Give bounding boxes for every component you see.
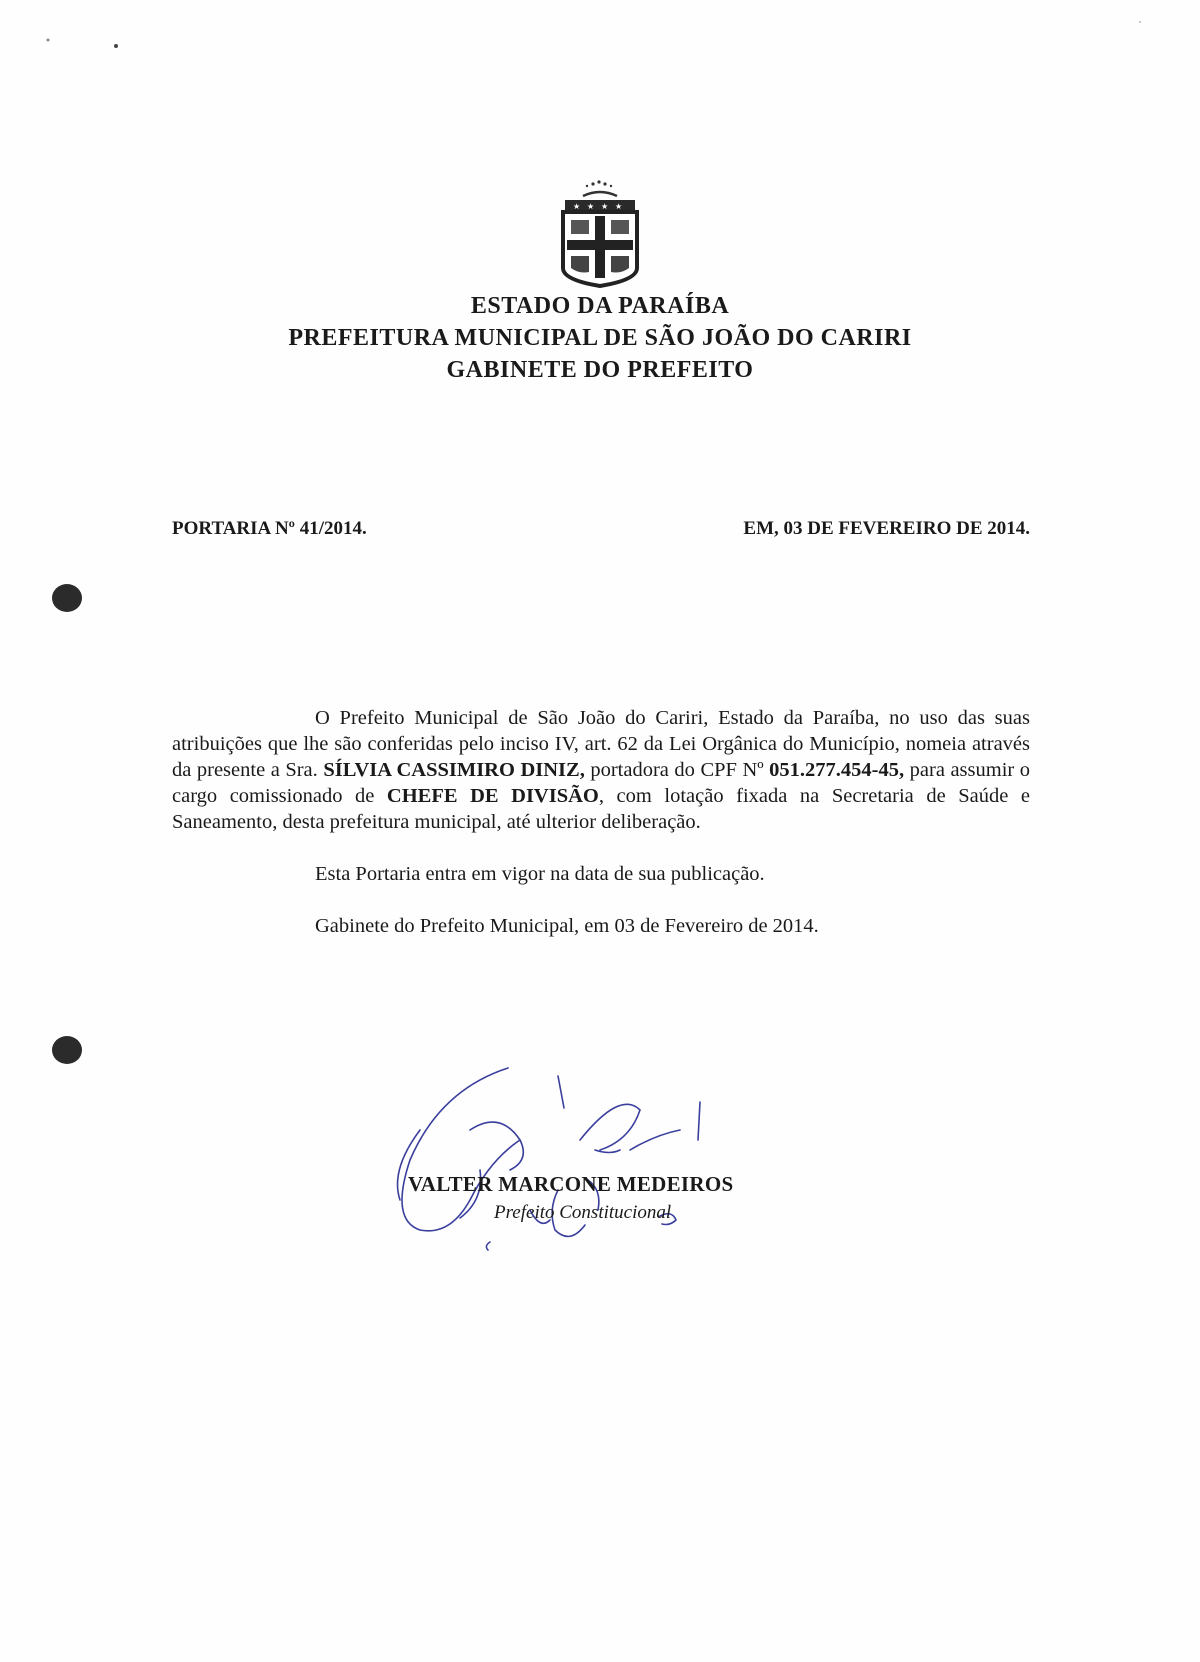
punch-hole xyxy=(52,1036,82,1064)
svg-text:★: ★ xyxy=(615,202,623,211)
text-run: , com lotação fixada na Secretaria de Saúde e Saneamento, desta prefeitura municipal, até ulterior deliberação. xyxy=(172,785,1030,833)
appointee-name: SÍLVIA CASSIMIRO DINIZ, xyxy=(323,759,585,781)
municipality-name: PREFEITURA MUNICIPAL DE SÃO JOÃO DO CARIRI xyxy=(288,325,912,351)
state-name: ESTADO DA PARAÍBA xyxy=(470,293,730,319)
municipal-crest-icon xyxy=(555,178,645,290)
signer-title: Prefeito Constitucional xyxy=(494,1202,672,1223)
svg-text:★: ★ xyxy=(573,202,581,211)
text-run: portadora do CPF Nº xyxy=(584,759,770,781)
portaria-number: PORTARIA Nº 41/2014. xyxy=(172,518,367,539)
text-run: O Prefeito Municipal de São João do Cariri, Estado da Paraíba, no uso das suas atribuições que lhe são conferidas pelo inciso IV, art. 62 da Lei Orgânica do Município, nomeia através da presente a Sra. xyxy=(172,707,1030,781)
letterhead xyxy=(0,290,1200,386)
signer-name: VALTER MARCONE MEDEIROS xyxy=(408,1172,734,1196)
position-title: CHEFE DE DIVISÃO xyxy=(386,785,599,807)
svg-text:★: ★ xyxy=(601,202,609,211)
cpf-number: 051.277.454-45, xyxy=(769,759,905,781)
document-body xyxy=(172,705,1030,939)
handwritten-signature xyxy=(380,1050,740,1260)
effective-paragraph: Esta Portaria entra em vigor na data de sua publicação. xyxy=(315,863,765,885)
closing-paragraph: Gabinete do Prefeito Municipal, em 03 de Fevereiro de 2014. xyxy=(315,915,819,937)
portaria-date: EM, 03 DE FEVEREIRO DE 2014. xyxy=(743,518,1030,539)
reference-row xyxy=(172,518,1030,548)
main-paragraph xyxy=(172,705,1030,835)
office-name: GABINETE DO PREFEITO xyxy=(446,357,754,383)
punch-hole xyxy=(52,584,82,612)
svg-text:★: ★ xyxy=(587,202,595,211)
text-run: para assumir o cargo comissionado de xyxy=(172,759,1030,807)
